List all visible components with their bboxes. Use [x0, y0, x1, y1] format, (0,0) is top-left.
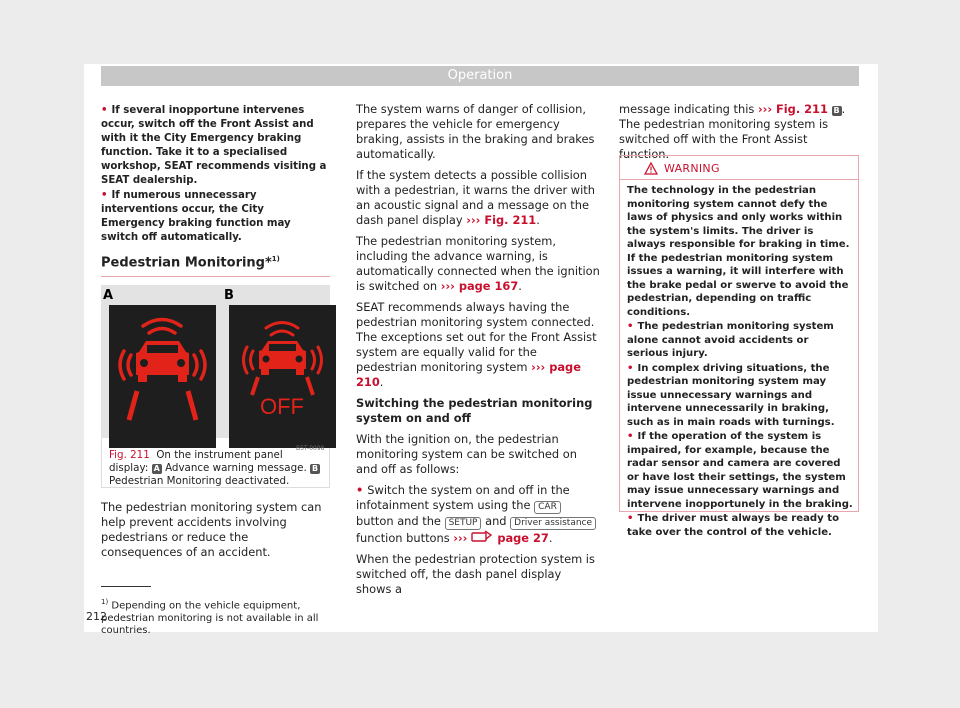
- page-link[interactable]: ››› page 167: [440, 279, 519, 293]
- column-3-intro: message indicating this ››› Fig. 211 B . The pedestrian monitoring system is switched off with the Front Assist function.: [619, 102, 846, 161]
- bullet-icon: •: [627, 362, 634, 374]
- figure-caption: Fig. 211 On the instrument panel display: A Advance warning message. B Pedestrian Monitoring deactivated.: [109, 449, 319, 487]
- warning-item: • In complex driving situations, the pedestrian monitoring system may issue unnecessary warnings and intervene unnecessarily in braking, such as in main roads with turnings.: [627, 362, 835, 428]
- badge-b-icon: B: [833, 106, 840, 115]
- bullet-icon: •: [627, 431, 634, 442]
- paragraph: If the system detects a possible collision with a pedestrian, it warns the driver with an acoustic signal and a message on the dash panel display ››› Fig. 211.: [356, 168, 595, 227]
- warning-intro: The technology in the pedestrian monitoring system cannot defy the laws of physics and only works within the system's limits. The driver is always responsible for braking in time. If the pedestrian monitoring system issues a warning, it will interfere with the brake pedal or swerve to avoid the pedestrian, depending on traffic conditions.: [627, 185, 850, 318]
- touch-icon: [471, 530, 493, 542]
- warning-triangle-icon: [644, 162, 658, 175]
- paragraph: When the pedestrian protection system is switched off, the dash panel display shows a: [356, 552, 595, 596]
- off-text: OFF: [260, 394, 304, 419]
- paragraph: The system warns of danger of collision, prepares the vehicle for emergency braking, assists in the braking and brakes automatically.: [356, 102, 595, 161]
- car-warning-icon: [109, 305, 216, 448]
- bullet-icon: •: [627, 513, 634, 524]
- paragraph: With the ignition on, the pedestrian monitoring system can be switched on and off as follows:: [356, 432, 577, 476]
- badge-b-icon: B: [312, 464, 319, 473]
- subheading: Switching the pedestrian monitoring system on and off: [356, 396, 593, 425]
- bullet-icon: •: [356, 483, 364, 497]
- notes-list: [101, 104, 330, 246]
- figure-label-b: B: [224, 288, 234, 303]
- section-title: Pedestrian Monitoring*$^{1)}$: [101, 255, 280, 271]
- page-link[interactable]: ››› page 27: [453, 531, 549, 545]
- warning-body: [627, 184, 853, 540]
- column-2: [356, 102, 600, 603]
- note-item: • If numerous unnecessary interventions occur, the City Emergency braking function may switch off automatically.: [101, 190, 291, 243]
- footnote-divider: [101, 586, 151, 587]
- warning-title: WARNING: [664, 162, 720, 175]
- fig-link[interactable]: ››› Fig. 211: [757, 102, 828, 116]
- car-key-icon: CAR: [534, 501, 561, 514]
- figure-code: B5T-0098: [296, 445, 325, 452]
- driver-assistance-key: Driver assistance: [510, 517, 596, 530]
- warning-item: • The driver must always be ready to take over the control of the vehicle.: [627, 513, 840, 538]
- paragraph: SEAT recommends always having the pedestrian monitoring system connected. The exceptions set out for the Front Assist system are equally valid for the pedestrian monitoring system ››› page 210.: [356, 300, 597, 389]
- warning-item: • The pedestrian monitoring system alone cannot avoid accidents or serious injury.: [627, 321, 834, 359]
- intro-paragraph: The pedestrian monitoring system can help prevent accidents involving pedestrians or reduce the consequences of an accident.: [101, 500, 322, 559]
- display-panel-a: [109, 305, 216, 448]
- bullet-icon: •: [101, 105, 108, 116]
- caption-number: Fig. 211: [109, 449, 150, 461]
- header-title: Operation: [447, 68, 513, 83]
- paragraph: The pedestrian monitoring system, including the advance warning, is automatically connected when the ignition is switched on ››› page 167.: [356, 234, 600, 293]
- section-divider: [101, 276, 330, 277]
- car-warning-off-icon: [229, 305, 336, 448]
- bullet-icon: •: [101, 190, 108, 201]
- badge-a-icon: A: [153, 464, 160, 473]
- figure-label-a: A: [103, 288, 114, 303]
- bullet-item: • Switch the system on and off in the infotainment system using the CAR button and the SETUP and Driver assistance function buttons ››› page 27.: [356, 483, 600, 546]
- warning-item: • If the operation of the system is impaired, for example, because the radar sensor and camera are covered or have lost their settings, the system may issue unnecessary warnings and intervene inopportunely in the braking.: [627, 431, 853, 510]
- note-item: • If several inopportune intervenes occur, switch off the Front Assist and with it the City Emergency braking function. Take it to a specialised workshop, SEAT recommends visiting a SEAT dealership.: [101, 105, 327, 186]
- footnote: $^{1)}$ Depending on the vehicle equipment, pedestrian monitoring is not available in all countries.: [101, 598, 319, 637]
- page-link[interactable]: ››› page 210: [356, 360, 581, 389]
- setup-key: SETUP: [445, 517, 482, 530]
- warning-box: [619, 155, 859, 538]
- bullet-icon: •: [627, 321, 634, 332]
- fig-link[interactable]: ››› Fig. 211: [466, 213, 537, 227]
- display-panel-b: [229, 305, 336, 448]
- page-number: 212: [86, 610, 107, 623]
